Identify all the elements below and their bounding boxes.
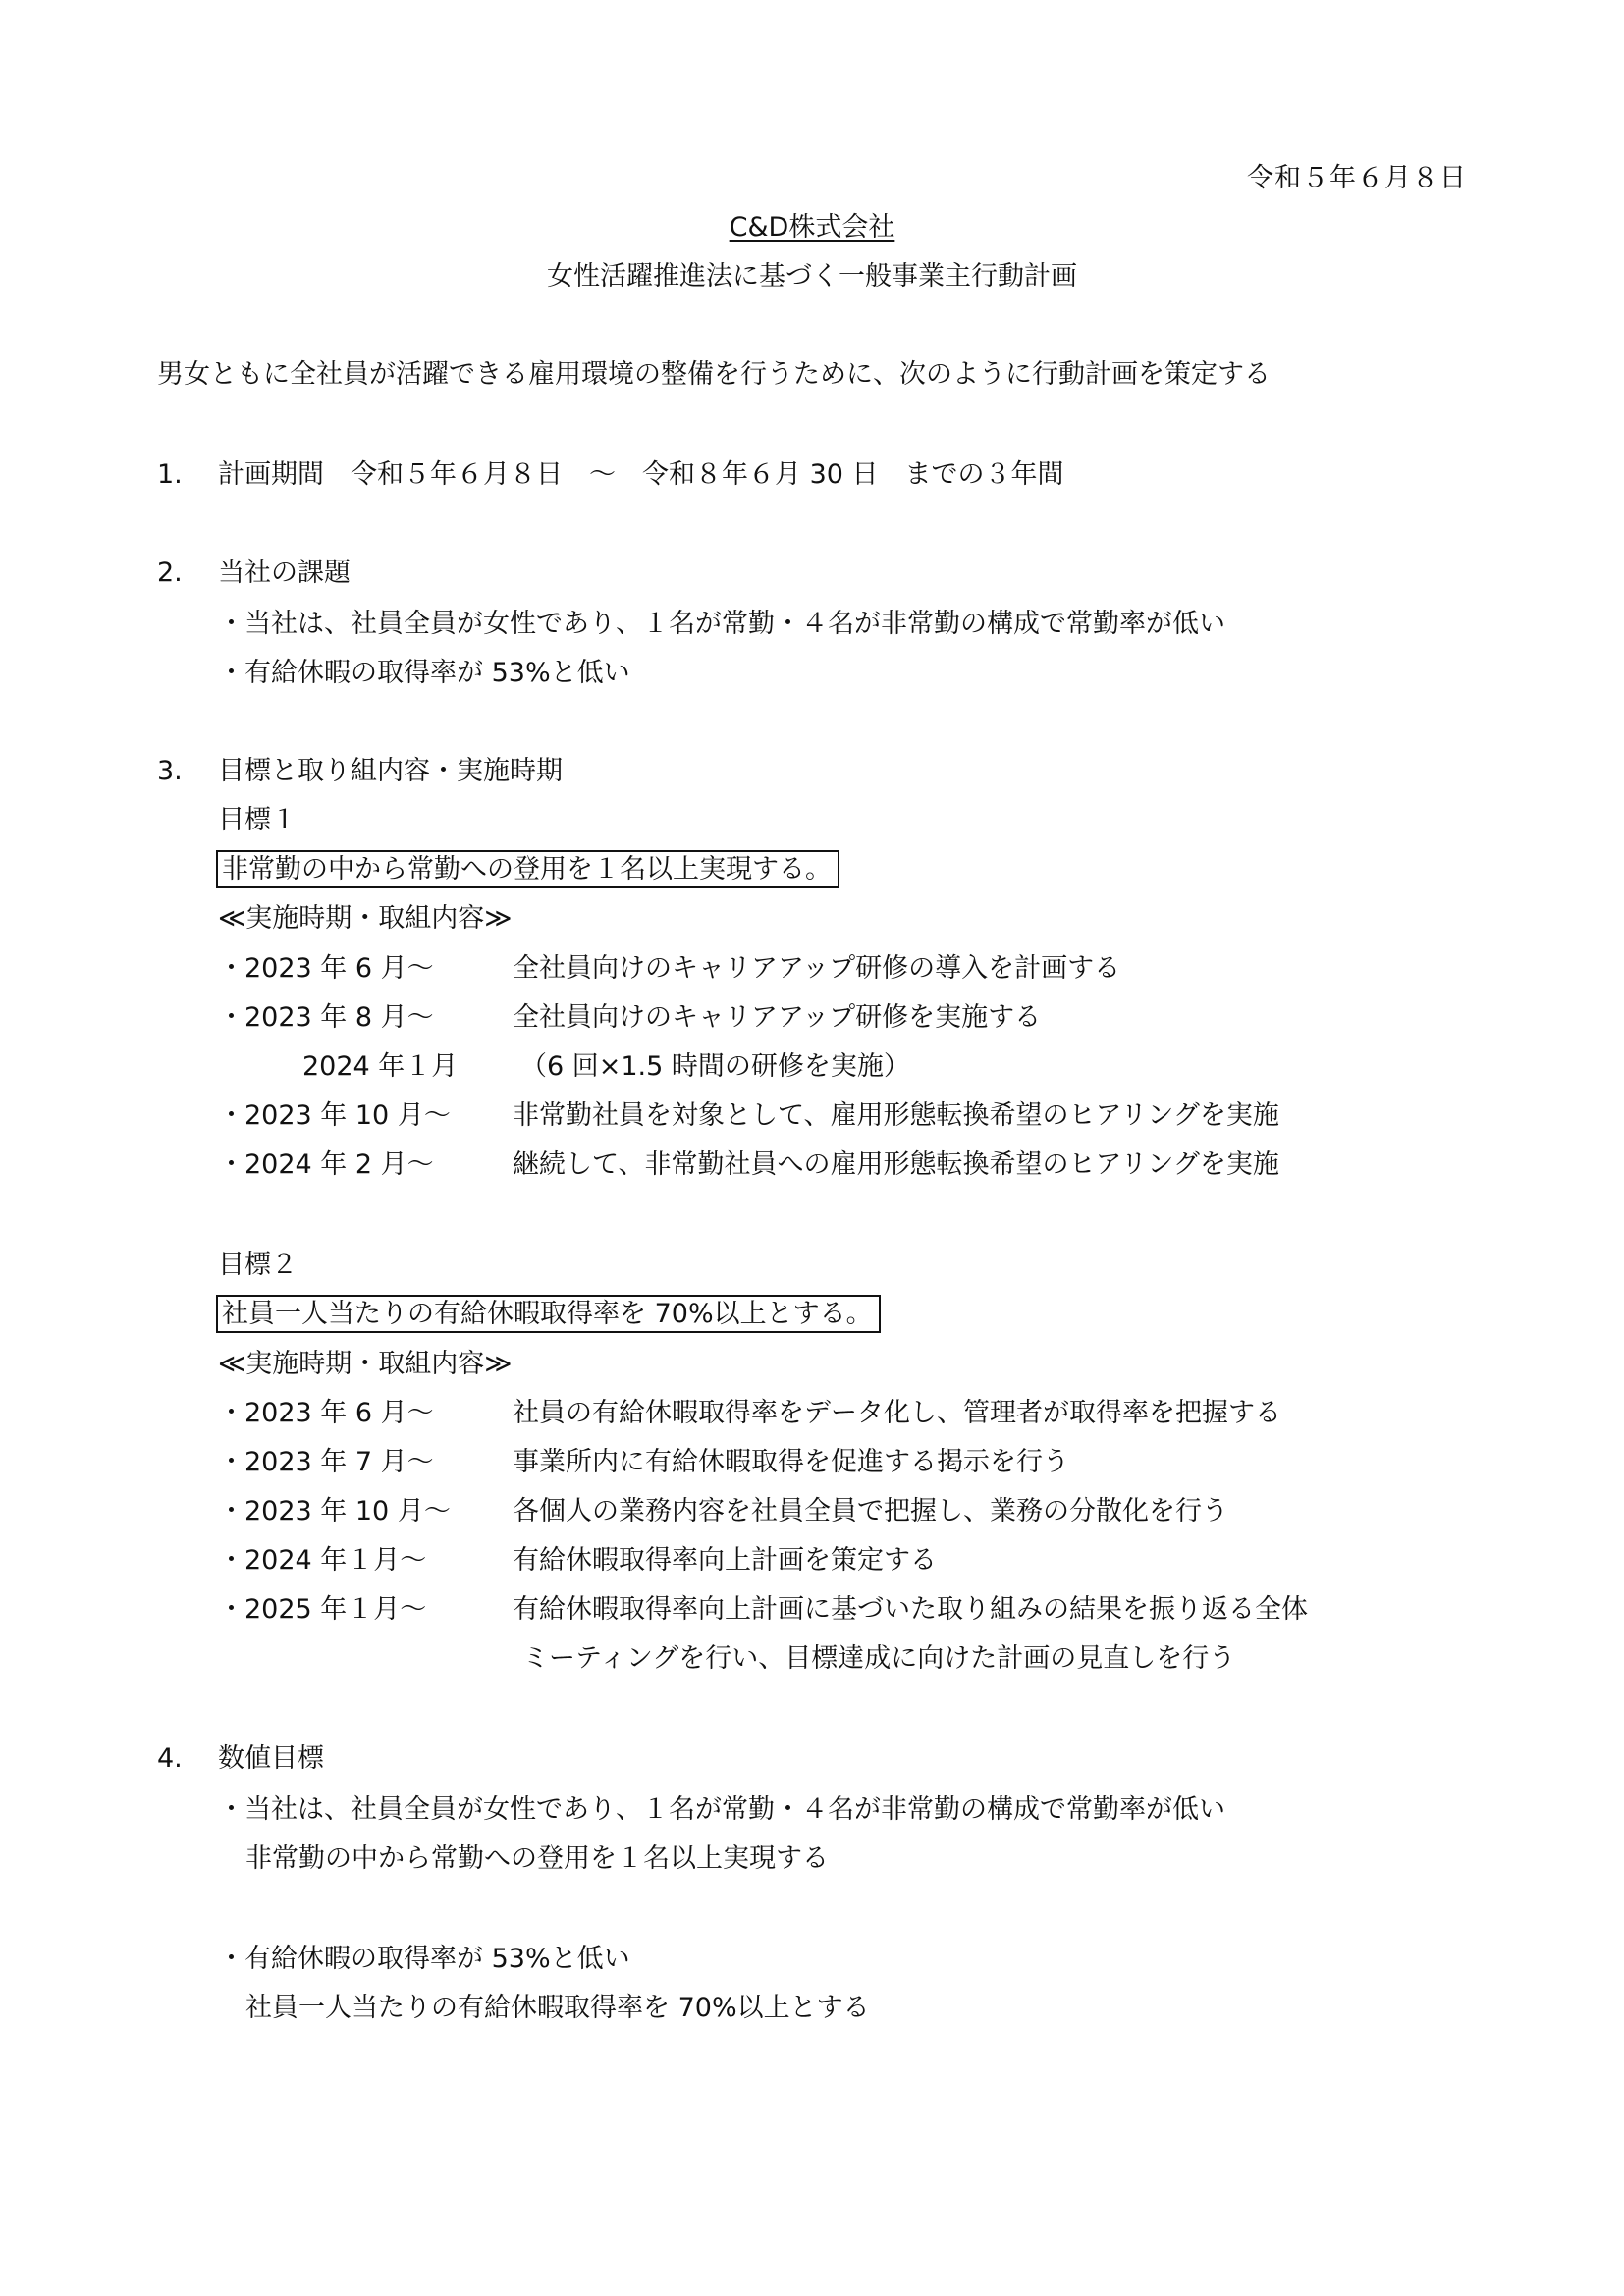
goal1-schedule-date: ・2023 年 6 月～	[218, 953, 434, 984]
goal2-schedule-desc: 有給休暇取得率向上計画に基づいた取り組みの結果を振り返る全体	[513, 1594, 1308, 1625]
section4-item: ・有給休暇の取得率が 53%と低い	[218, 1944, 630, 1974]
section2-item: ・有給休暇の取得率が 53%と低い	[218, 658, 630, 688]
section4-number: 4.	[157, 1743, 183, 1774]
section3-number: 3.	[157, 756, 183, 786]
goal1-schedule-desc: 全社員向けのキャリアアップ研修の導入を計画する	[513, 953, 1121, 984]
goal2-schedule-desc: 各個人の業務内容を社員全員で把握し、業務の分散化を行う	[513, 1496, 1228, 1526]
goal1-schedule-heading: ≪実施時期・取組内容≫	[218, 903, 513, 934]
goal1-schedule-desc: 全社員向けのキャリアアップ研修を実施する	[513, 1002, 1042, 1033]
goal1-schedule-date: 2024 年１月	[302, 1051, 459, 1082]
section4-item-target: 非常勤の中から常勤への登用を１名以上実現する	[245, 1843, 829, 1874]
goal2-schedule-date: ・2023 年 6 月～	[218, 1398, 434, 1428]
goal1-schedule-desc: （6 回×1.5 時間の研修を実施）	[520, 1051, 910, 1082]
goal2-schedule-heading: ≪実施時期・取組内容≫	[218, 1349, 513, 1379]
section2-number: 2.	[157, 558, 183, 588]
goal2-schedule-desc: ミーティングを行い、目標達成に向けた計画の見直しを行う	[522, 1643, 1236, 1674]
document-title: 女性活躍推進法に基づく一般事業主行動計画	[547, 261, 1077, 292]
goal2-schedule-date: ・2024 年１月～	[218, 1545, 427, 1575]
goal2-label: 目標２	[218, 1250, 298, 1280]
company-name: C&D株式会社	[729, 212, 895, 242]
goal1-box: 非常勤の中から常勤への登用を１名以上実現する。	[216, 850, 839, 888]
goal2-schedule-desc: 有給休暇取得率向上計画を策定する	[513, 1545, 937, 1575]
goal1-schedule-desc: 継続して、非常勤社員への雇用形態転換希望のヒアリングを実施	[513, 1149, 1279, 1180]
section2-item: ・当社は、社員全員が女性であり、１名が常勤・４名が非常勤の構成で常勤率が低い	[218, 609, 1225, 639]
goal1-schedule-date: ・2024 年 2 月～	[218, 1149, 434, 1180]
goal2-schedule-desc: 事業所内に有給休暇取得を促進する掲示を行う	[513, 1447, 1069, 1477]
section4-item: ・当社は、社員全員が女性であり、１名が常勤・４名が非常勤の構成で常勤率が低い	[218, 1794, 1225, 1825]
goal1-schedule-date: ・2023 年 8 月～	[218, 1002, 434, 1033]
goal2-schedule-date: ・2023 年 10 月～	[218, 1496, 451, 1526]
goal1-schedule-desc: 非常勤社員を対象として、雇用形態転換希望のヒアリングを実施	[513, 1100, 1279, 1131]
section2-title: 当社の課題	[218, 558, 351, 588]
goal2-box: 社員一人当たりの有給休暇取得率を 70%以上とする。	[216, 1295, 881, 1333]
goal2-schedule-date: ・2023 年 7 月～	[218, 1447, 434, 1477]
goal1-label: 目標１	[218, 805, 298, 835]
section4-title: 数値目標	[218, 1743, 324, 1774]
goal2-schedule-desc: 社員の有給休暇取得率をデータ化し、管理者が取得率を把握する	[513, 1398, 1281, 1428]
goal2-schedule-date: ・2025 年１月～	[218, 1594, 427, 1625]
section1-number: 1.	[157, 459, 183, 490]
section4-item-target: 社員一人当たりの有給休暇取得率を 70%以上とする	[245, 1993, 870, 2023]
section1-text: 計画期間 令和５年６月８日 ～ 令和８年６月 30 日 までの３年間	[218, 459, 1064, 490]
intro-text: 男女ともに全社員が活躍できる雇用環境の整備を行うために、次のように行動計画を策定する	[157, 359, 1271, 390]
goal1-schedule-date: ・2023 年 10 月～	[218, 1100, 451, 1131]
document-date: 令和５年６月８日	[1247, 163, 1467, 193]
section3-title: 目標と取り組内容・実施時期	[218, 756, 563, 786]
